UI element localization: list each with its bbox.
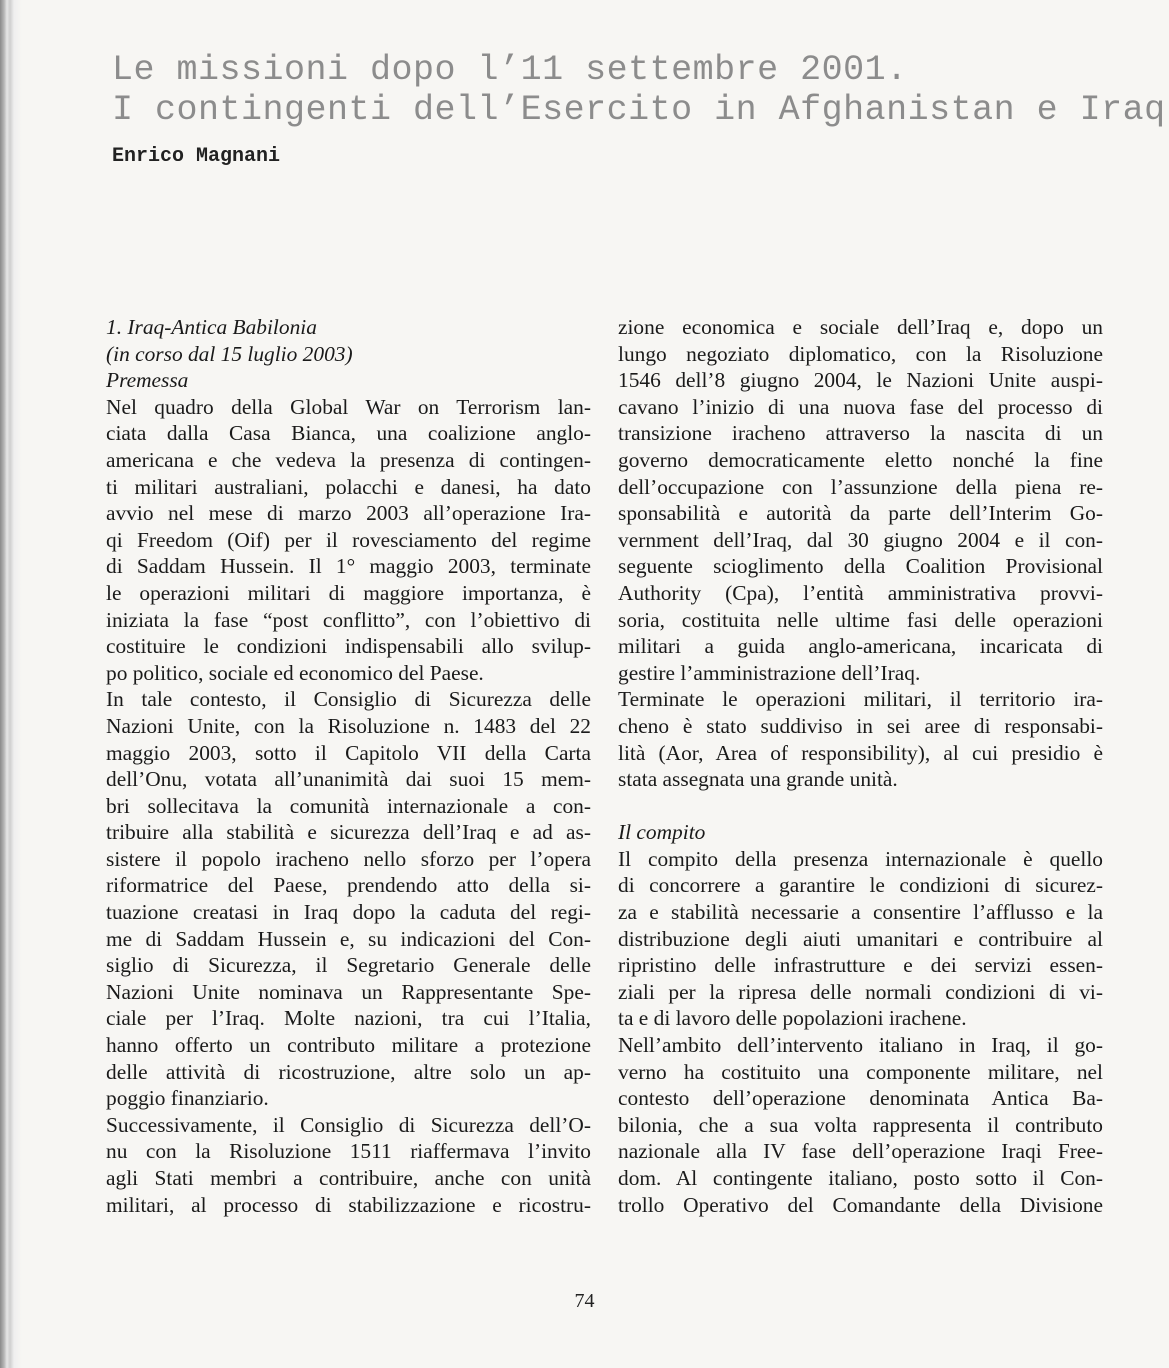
text-line: americana e che vedeva la presenza di contingen- — [106, 447, 591, 472]
text-line: avvio nel mese di marzo 2003 all’operazione Ira- — [106, 501, 591, 526]
text-line: costituire le condizioni indispensabili allo svilup- — [106, 634, 591, 659]
paragraph-gap — [618, 793, 1103, 820]
text-line: ciata dalla Casa Bianca, una coalizione anglo- — [106, 421, 591, 446]
text-line: contesto dell’operazione denominata Antica Ba- — [618, 1086, 1103, 1111]
text-line: poggio finanziario. — [106, 1086, 269, 1111]
text-line: qi Freedom (Oif) per il rovesciamento del regime — [106, 527, 591, 552]
subsection-heading-premessa: Premessa — [106, 368, 189, 393]
left-text-column — [106, 314, 591, 1218]
text-line: sponsabilità e autorità da parte dell’Interim Go- — [618, 501, 1103, 526]
text-line: di Saddam Hussein. Il 1° maggio 2003, terminate — [106, 554, 591, 579]
text-line: lità (Aor, Area of responsibility), al cui presidio è — [618, 740, 1103, 765]
text-line: iniziata la fase “post conflitto”, con l’obiettivo di — [106, 607, 591, 632]
text-line: bilonia, che a sua volta rappresenta il contributo — [618, 1112, 1103, 1137]
text-line: Successivamente, il Consiglio di Sicurezza dell’O- — [106, 1112, 591, 1137]
right-text-column — [618, 314, 1103, 1218]
text-line: za e stabilità necessarie a consentire l’afflusso e la — [618, 900, 1103, 925]
subsection-heading-compito: Il compito — [618, 820, 706, 845]
title-line-2: I contingenti dell’Esercito in Afghanistan e Iraq — [112, 90, 1166, 130]
text-line: nu con la Risoluzione 1511 riaffermava l’invito — [106, 1139, 591, 1164]
text-line: ziali per la ripresa delle normali condizioni di vi- — [618, 979, 1103, 1004]
text-line: tribuire alla stabilità e sicurezza dell’Iraq e ad as- — [106, 820, 591, 845]
text-line: Authority (Cpa), l’entità amministrativa provvi- — [618, 580, 1103, 605]
text-line: distribuzione degli aiuti umanitari e contribuire al — [618, 926, 1103, 951]
text-line: lungo negoziato diplomatico, con la Risoluzione — [618, 341, 1103, 366]
text-line: vernment dell’Iraq, dal 30 giugno 2004 e il con- — [618, 527, 1103, 552]
text-line: po politico, sociale ed economico del Paese. — [106, 660, 484, 685]
text-line: riformatrice del Paese, prendendo atto della si- — [106, 873, 591, 898]
text-line: siglio di Sicurezza, il Segretario Generale delle — [106, 953, 591, 978]
text-line: trollo Operativo del Comandante della Divisione — [618, 1192, 1103, 1217]
text-line: Terminate le operazioni militari, il territorio ira- — [618, 687, 1103, 712]
text-line: Nazioni Unite, con la Risoluzione n. 1483 del 22 — [106, 713, 591, 738]
text-line: ripristino delle infrastrutture e dei servizi essen- — [618, 953, 1103, 978]
text-line: cheno è stato suddiviso in sei aree di responsabi- — [618, 713, 1103, 738]
text-line: Nazioni Unite nominava un Rappresentante Spe- — [106, 979, 591, 1004]
text-line: Nell’ambito dell’intervento italiano in Iraq, il go- — [618, 1033, 1103, 1058]
text-line: agli Stati membri a contribuire, anche con unità — [106, 1166, 591, 1190]
text-line: di concorrere a garantire le condizioni di sicurez- — [618, 873, 1103, 898]
text-line: dell’occupazione con l’assunzione della piena re- — [618, 474, 1103, 499]
text-line: verno ha costituito una componente militare, nel — [618, 1059, 1103, 1084]
text-line: transizione iracheno attraverso la nascita di un — [618, 421, 1103, 446]
article-title — [112, 50, 1166, 130]
text-line: Nel quadro della Global War on Terrorism lan- — [106, 394, 591, 419]
text-line: Il compito della presenza internazionale è quello — [618, 846, 1103, 871]
text-line: tuazione creatasi in Iraq dopo la caduta del regi- — [106, 900, 591, 925]
text-line: cavano l’inizio di una nuova fase del processo di — [618, 394, 1103, 419]
text-line: gestire l’amministrazione dell’Iraq. — [618, 660, 921, 685]
text-line: zione economica e sociale dell’Iraq e, dopo un — [618, 315, 1103, 339]
text-line: 1546 dell’8 giugno 2004, le Nazioni Unite auspi- — [618, 368, 1103, 393]
text-line: hanno offerto un contributo militare a protezione — [106, 1033, 591, 1058]
text-line: seguente scioglimento della Coalition Provisional — [618, 554, 1103, 579]
text-line: dom. Al contingente italiano, posto sotto il Con- — [618, 1166, 1103, 1190]
text-line: governo democraticamente eletto nonché la fine — [618, 447, 1103, 472]
text-line: le operazioni militari di maggiore importanza, è — [106, 580, 591, 605]
text-line: dell’Onu, votata all’unanimità dai suoi 15 mem- — [106, 767, 591, 792]
author-name: Enrico Magnani — [112, 145, 281, 168]
section-heading: 1. Iraq-Antica Babilonia — [106, 315, 317, 339]
page-binding-edge — [0, 0, 22, 1368]
text-line: militari, al processo di stabilizzazione e ricostru- — [106, 1192, 591, 1217]
text-line: ta e di lavoro delle popolazioni irachene. — [618, 1006, 967, 1031]
text-line: ti militari australiani, polacchi e danesi, ha dato — [106, 474, 591, 499]
text-line: In tale contesto, il Consiglio di Sicurezza delle — [106, 687, 591, 712]
text-line: bri sollecitava la comunità internazionale a con- — [106, 793, 591, 818]
text-line: delle attività di ricostruzione, altre solo un ap- — [106, 1059, 591, 1084]
text-line: nazionale alla IV fase dell’operazione Iraqi Free- — [618, 1139, 1103, 1164]
text-line: maggio 2003, sotto il Capitolo VII della Carta — [106, 740, 591, 765]
text-line: stata assegnata una grande unità. — [618, 767, 898, 792]
text-line: ciale per l’Iraq. Molte nazioni, tra cui l’Italia, — [106, 1006, 591, 1031]
text-line: sistere il popolo iracheno nello sforzo per l’opera — [106, 846, 591, 871]
section-dates: (in corso dal 15 luglio 2003) — [106, 341, 353, 366]
title-line-1: Le missioni dopo l’11 settembre 2001. — [112, 50, 908, 90]
text-line: me di Saddam Hussein e, su indicazioni del Con- — [106, 926, 591, 951]
text-line: militari a guida anglo-americana, incaricata di — [618, 634, 1103, 659]
text-line: soria, costituita nelle ultime fasi delle operazioni — [618, 607, 1103, 632]
page-number: 74 — [574, 1290, 595, 1312]
